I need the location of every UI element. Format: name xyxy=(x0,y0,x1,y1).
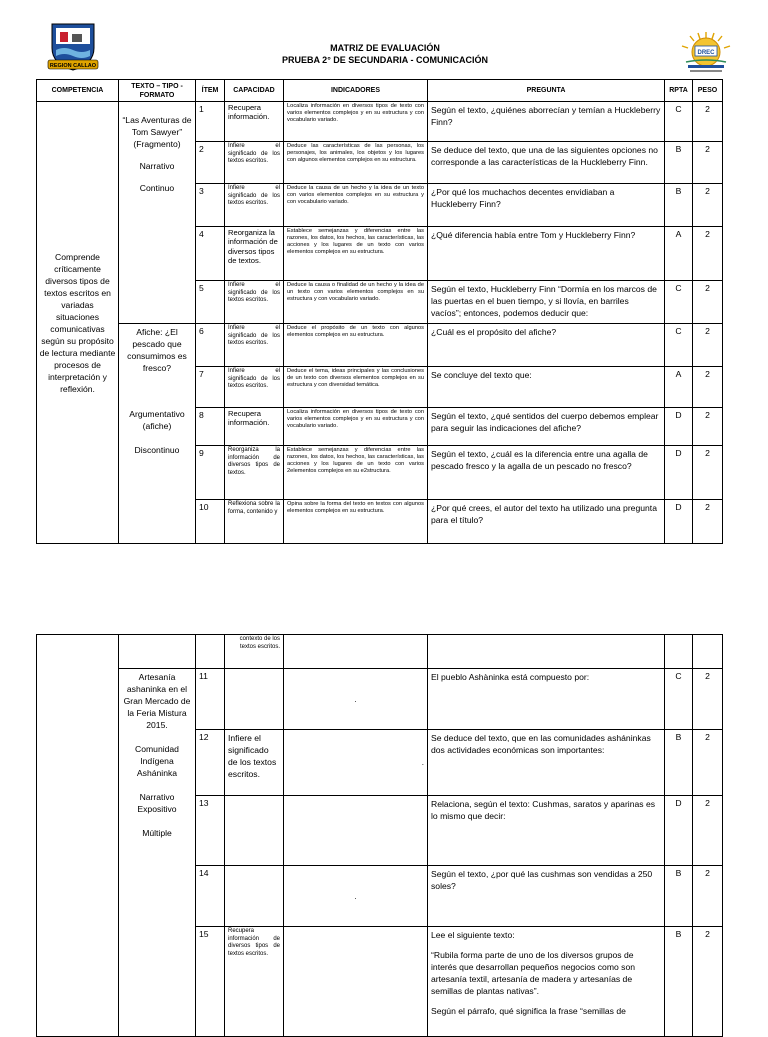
pregunta-cell: ¿Por qué los muchachos decentes envidiaban a Huckleberry Finn? xyxy=(428,184,665,227)
rpta-cell: C xyxy=(665,669,693,730)
pregunta-cell: Se deduce del texto, que en las comunidades asháninkas dos actividades económicas son importantes: xyxy=(428,730,665,796)
capacidad-cell: Infiere el significado de los textos escritos. xyxy=(225,367,284,408)
rpta-cell: B xyxy=(665,184,693,227)
indicador-cell: . xyxy=(284,669,428,730)
peso-cell: 2 xyxy=(693,408,723,446)
item-number: 12 xyxy=(196,730,225,796)
indicador-cell: Establece semejanzas y diferencias entre las razones, los datos, los hechos, las características, las acciones y los lugares de un texto con varios elementos complejos en su estructura. xyxy=(284,227,428,281)
peso-cell: 2 xyxy=(693,227,723,281)
item-number: 15 xyxy=(196,927,225,1037)
item-number xyxy=(196,635,225,669)
item-number: 1 xyxy=(196,102,225,142)
rpta-cell: C xyxy=(665,281,693,324)
peso-cell: 2 xyxy=(693,367,723,408)
capacidad-cell: Infiere el significado de los textos escritos. xyxy=(225,281,284,324)
capacidad-cell xyxy=(225,669,284,730)
indicador-cell xyxy=(284,635,428,669)
rpta-cell: B xyxy=(665,866,693,927)
table-row xyxy=(37,635,723,669)
region-callao-logo xyxy=(46,20,100,72)
texto-cell-2 xyxy=(119,324,196,544)
document-title: MATRIZ DE EVALUACIÓN xyxy=(330,43,440,53)
indicador-cell xyxy=(284,927,428,1037)
peso-cell: 2 xyxy=(693,796,723,866)
indicador-cell: Deduce el tema, ideas principales y las conclusiones de un texto con diversos elementos complejos en su estructura y con diversidad temática. xyxy=(284,367,428,408)
peso-cell: 2 xyxy=(693,142,723,184)
peso-cell: 2 xyxy=(693,500,723,544)
col-header-peso: PESO xyxy=(693,80,723,102)
capacidad-cell: Reorganiza la información de diversos tipos de textos. xyxy=(225,446,284,500)
item-number: 2 xyxy=(196,142,225,184)
svg-text:DREC: DREC xyxy=(697,50,715,56)
texto-3-tipo: Narrativo Expositivo xyxy=(137,792,177,814)
rpta-cell: A xyxy=(665,227,693,281)
texto-cell-1 xyxy=(119,102,196,324)
rpta-cell: D xyxy=(665,408,693,446)
indicador-cell: Deduce la causa de un hecho y la idea de un texto con varios elementos complejos en su estructura y con vocabulario variado. xyxy=(284,184,428,227)
pregunta-cell: ¿Qué diferencia había entre Tom y Huckleberry Finn? xyxy=(428,227,665,281)
capacidad-cell: contexto de los textos escritos. xyxy=(225,635,284,669)
rpta-cell: C xyxy=(665,324,693,367)
rpta-cell: C xyxy=(665,102,693,142)
rpta-cell xyxy=(665,635,693,669)
pregunta-cell: Según el texto, ¿quiénes aborrecían y temían a Huckleberry Finn? xyxy=(428,102,665,142)
document-subtitle: PRUEBA 2° DE SECUNDARIA - COMUNICACIÓN xyxy=(282,55,488,65)
pregunta-cell: Según el texto, ¿por qué las cushmas son vendidas a 250 soles? xyxy=(428,866,665,927)
capacidad-cell: Recupera información. xyxy=(225,408,284,446)
table-header-row xyxy=(37,80,723,102)
capacidad-cell xyxy=(225,866,284,927)
indicador-cell: Deduce las características de las personas, los personajes, los animales, los objetos y los lugares con algunos elementos complejos en su estructura. xyxy=(284,142,428,184)
indicador-cell: Deduce el propósito de un texto con algunos elementos complejos en su estructura. xyxy=(284,324,428,367)
indicador-cell xyxy=(284,796,428,866)
peso-cell: 2 xyxy=(693,281,723,324)
item-number: 4 xyxy=(196,227,225,281)
item-number: 7 xyxy=(196,367,225,408)
capacidad-cell xyxy=(225,796,284,866)
texto-3-formato: Múltiple xyxy=(142,828,172,838)
capacidad-cell: Reorganiza la información de diversos tipos de textos. xyxy=(225,227,284,281)
capacidad-cell: Infiere el significado de los textos escritos. xyxy=(225,184,284,227)
capacidad-cell: Infiere el significado de los textos escritos. xyxy=(225,730,284,796)
rpta-cell: D xyxy=(665,446,693,500)
evaluation-matrix-table-continued xyxy=(36,634,723,1037)
indicador-cell: Establece semejanzas y diferencias entre las razones, los datos, los hechos, las características, las acciones y los lugares de un texto con varios 2elementos complejos en su e2structura. xyxy=(284,446,428,500)
col-header-texto: TEXTO – TIPO - FORMATO xyxy=(119,80,196,102)
peso-cell: 2 xyxy=(693,184,723,227)
indicador-cell: Opina sobre la forma del texto en textos con algunos elementos complejos en su estructura. xyxy=(284,500,428,544)
pregunta-quote: “Rubila forma parte de uno de los diversos grupos de interés que desarrollan pequeños negocios como son artesanía textil, artesanía de madera y artesanías de semillas de plantas nativas”. xyxy=(431,950,635,996)
indicador-cell: Localiza información en diversos tipos de texto con varios elementos complejos y en su estructura y con vocabulario variado. xyxy=(284,102,428,142)
item-number: 9 xyxy=(196,446,225,500)
pregunta-line-1: Lee el siguiente texto: xyxy=(431,930,515,940)
col-header-pregunta: PREGUNTA xyxy=(428,80,665,102)
evaluation-matrix-table xyxy=(36,79,723,544)
pregunta-cell: ¿Cuál es el propósito del afiche? xyxy=(428,324,665,367)
rpta-cell: A xyxy=(665,367,693,408)
item-number: 14 xyxy=(196,866,225,927)
pregunta-cell: Según el texto, ¿cuál es la diferencia entre una agalla de pescado fresco y la agalla de un pescado no fresco? xyxy=(428,446,665,500)
col-header-competencia: COMPETENCIA xyxy=(37,80,119,102)
rpta-cell: B xyxy=(665,142,693,184)
capacidad-cell: Reflexiona sobre la forma, contenido y xyxy=(225,500,284,544)
pregunta-cell: Relaciona, según el texto: Cushmas, saratos y aparinas es lo mismo que decir: xyxy=(428,796,665,866)
item-number: 5 xyxy=(196,281,225,324)
table-row xyxy=(37,324,723,367)
indicador-cell: . xyxy=(284,866,428,927)
table-row xyxy=(37,669,723,730)
texto-3-sub: Comunidad Indígena Asháninka xyxy=(135,744,179,778)
peso-cell: 2 xyxy=(693,446,723,500)
pregunta-line-3: Según el párrafo, qué significa la frase “semillas de xyxy=(431,1006,626,1016)
item-number: 13 xyxy=(196,796,225,866)
item-number: 10 xyxy=(196,500,225,544)
pregunta-cell xyxy=(428,927,665,1037)
col-header-capacidad: CAPACIDAD xyxy=(225,80,284,102)
pregunta-cell: Según el texto, Huckleberry Finn “Dormía en los marcos de las puertas en el buen tiempo, y si llovía, en barriles vacíos”; entonces, podemos deducir que: xyxy=(428,281,665,324)
peso-cell: 2 xyxy=(693,927,723,1037)
peso-cell: 2 xyxy=(693,324,723,367)
document-header xyxy=(200,42,570,66)
indicador-cell: Deduce la causa o finalidad de un hecho y la idea de un texto con varios elementos complejos en su estructura y con vocabulario variado. xyxy=(284,281,428,324)
table-row xyxy=(37,102,723,142)
texto-cell-empty xyxy=(119,635,196,669)
item-number: 11 xyxy=(196,669,225,730)
pregunta-cell: Según el texto, ¿qué sentidos del cuerpo debemos emplear para seguir las indicaciones del afiche? xyxy=(428,408,665,446)
rpta-cell: D xyxy=(665,796,693,866)
item-number: 8 xyxy=(196,408,225,446)
peso-cell: 2 xyxy=(693,102,723,142)
item-number: 3 xyxy=(196,184,225,227)
texto-cell-3 xyxy=(119,669,196,1037)
item-number: 6 xyxy=(196,324,225,367)
rpta-cell: B xyxy=(665,730,693,796)
pregunta-cell xyxy=(428,635,665,669)
col-header-rpta: RPTA xyxy=(665,80,693,102)
capacidad-cell: Infiere el significado de los textos escritos. xyxy=(225,324,284,367)
col-header-indicadores: INDICADORES xyxy=(284,80,428,102)
rpta-cell: B xyxy=(665,927,693,1037)
texto-1-formato: Continuo xyxy=(139,183,175,193)
texto-2-tipo: Argumentativo (afiche) xyxy=(129,409,185,431)
indicador-cell: Localiza información en diversos tipos de texto con varios elementos complejos y en su estructura y con vocabulario variado. xyxy=(284,408,428,446)
texto-3-title: Artesanía ashaninka en el Gran Mercado de la Feria Mistura 2015. xyxy=(123,672,191,730)
capacidad-cell: Recupera información de diversos tipos de textos escritos. xyxy=(225,927,284,1037)
competencia-cell-continued xyxy=(37,635,119,1037)
texto-1-title: “Las Aventuras de Tom Sawyer” (Fragmento) xyxy=(122,115,192,149)
rpta-cell: D xyxy=(665,500,693,544)
pregunta-cell: El pueblo Ashàninka está compuesto por: xyxy=(428,669,665,730)
svg-text:REGION CALLAO: REGION CALLAO xyxy=(49,63,97,69)
pregunta-cell: ¿Por qué crees, el autor del texto ha utilizado una pregunta para el título? xyxy=(428,500,665,544)
peso-cell: 2 xyxy=(693,866,723,927)
competencia-cell: Comprende críticamente diversos tipos de textos escritos en variadas situaciones comunicativas según su propósito de lectura mediante procesos de interpretación y reflexión. xyxy=(37,102,119,544)
col-header-item: ÍTEM xyxy=(196,80,225,102)
texto-2-formato: Discontinuo xyxy=(134,445,180,455)
indicador-cell: . xyxy=(284,730,428,796)
peso-cell: 2 xyxy=(693,669,723,730)
capacidad-cell: Recupera información. xyxy=(225,102,284,142)
capacidad-cell: Infiere el significado de los textos escritos. xyxy=(225,142,284,184)
drec-logo xyxy=(676,30,736,76)
texto-2-title: Afiche: ¿El pescado que consumimos es fresco? xyxy=(127,327,187,373)
peso-cell: 2 xyxy=(693,730,723,796)
peso-cell xyxy=(693,635,723,669)
texto-1-tipo: Narrativo xyxy=(139,161,175,171)
pregunta-cell: Se deduce del texto, que una de las siguientes opciones no corresponde a las características de la Huckleberry Finn. xyxy=(428,142,665,184)
pregunta-cell: Se concluye del texto que: xyxy=(428,367,665,408)
